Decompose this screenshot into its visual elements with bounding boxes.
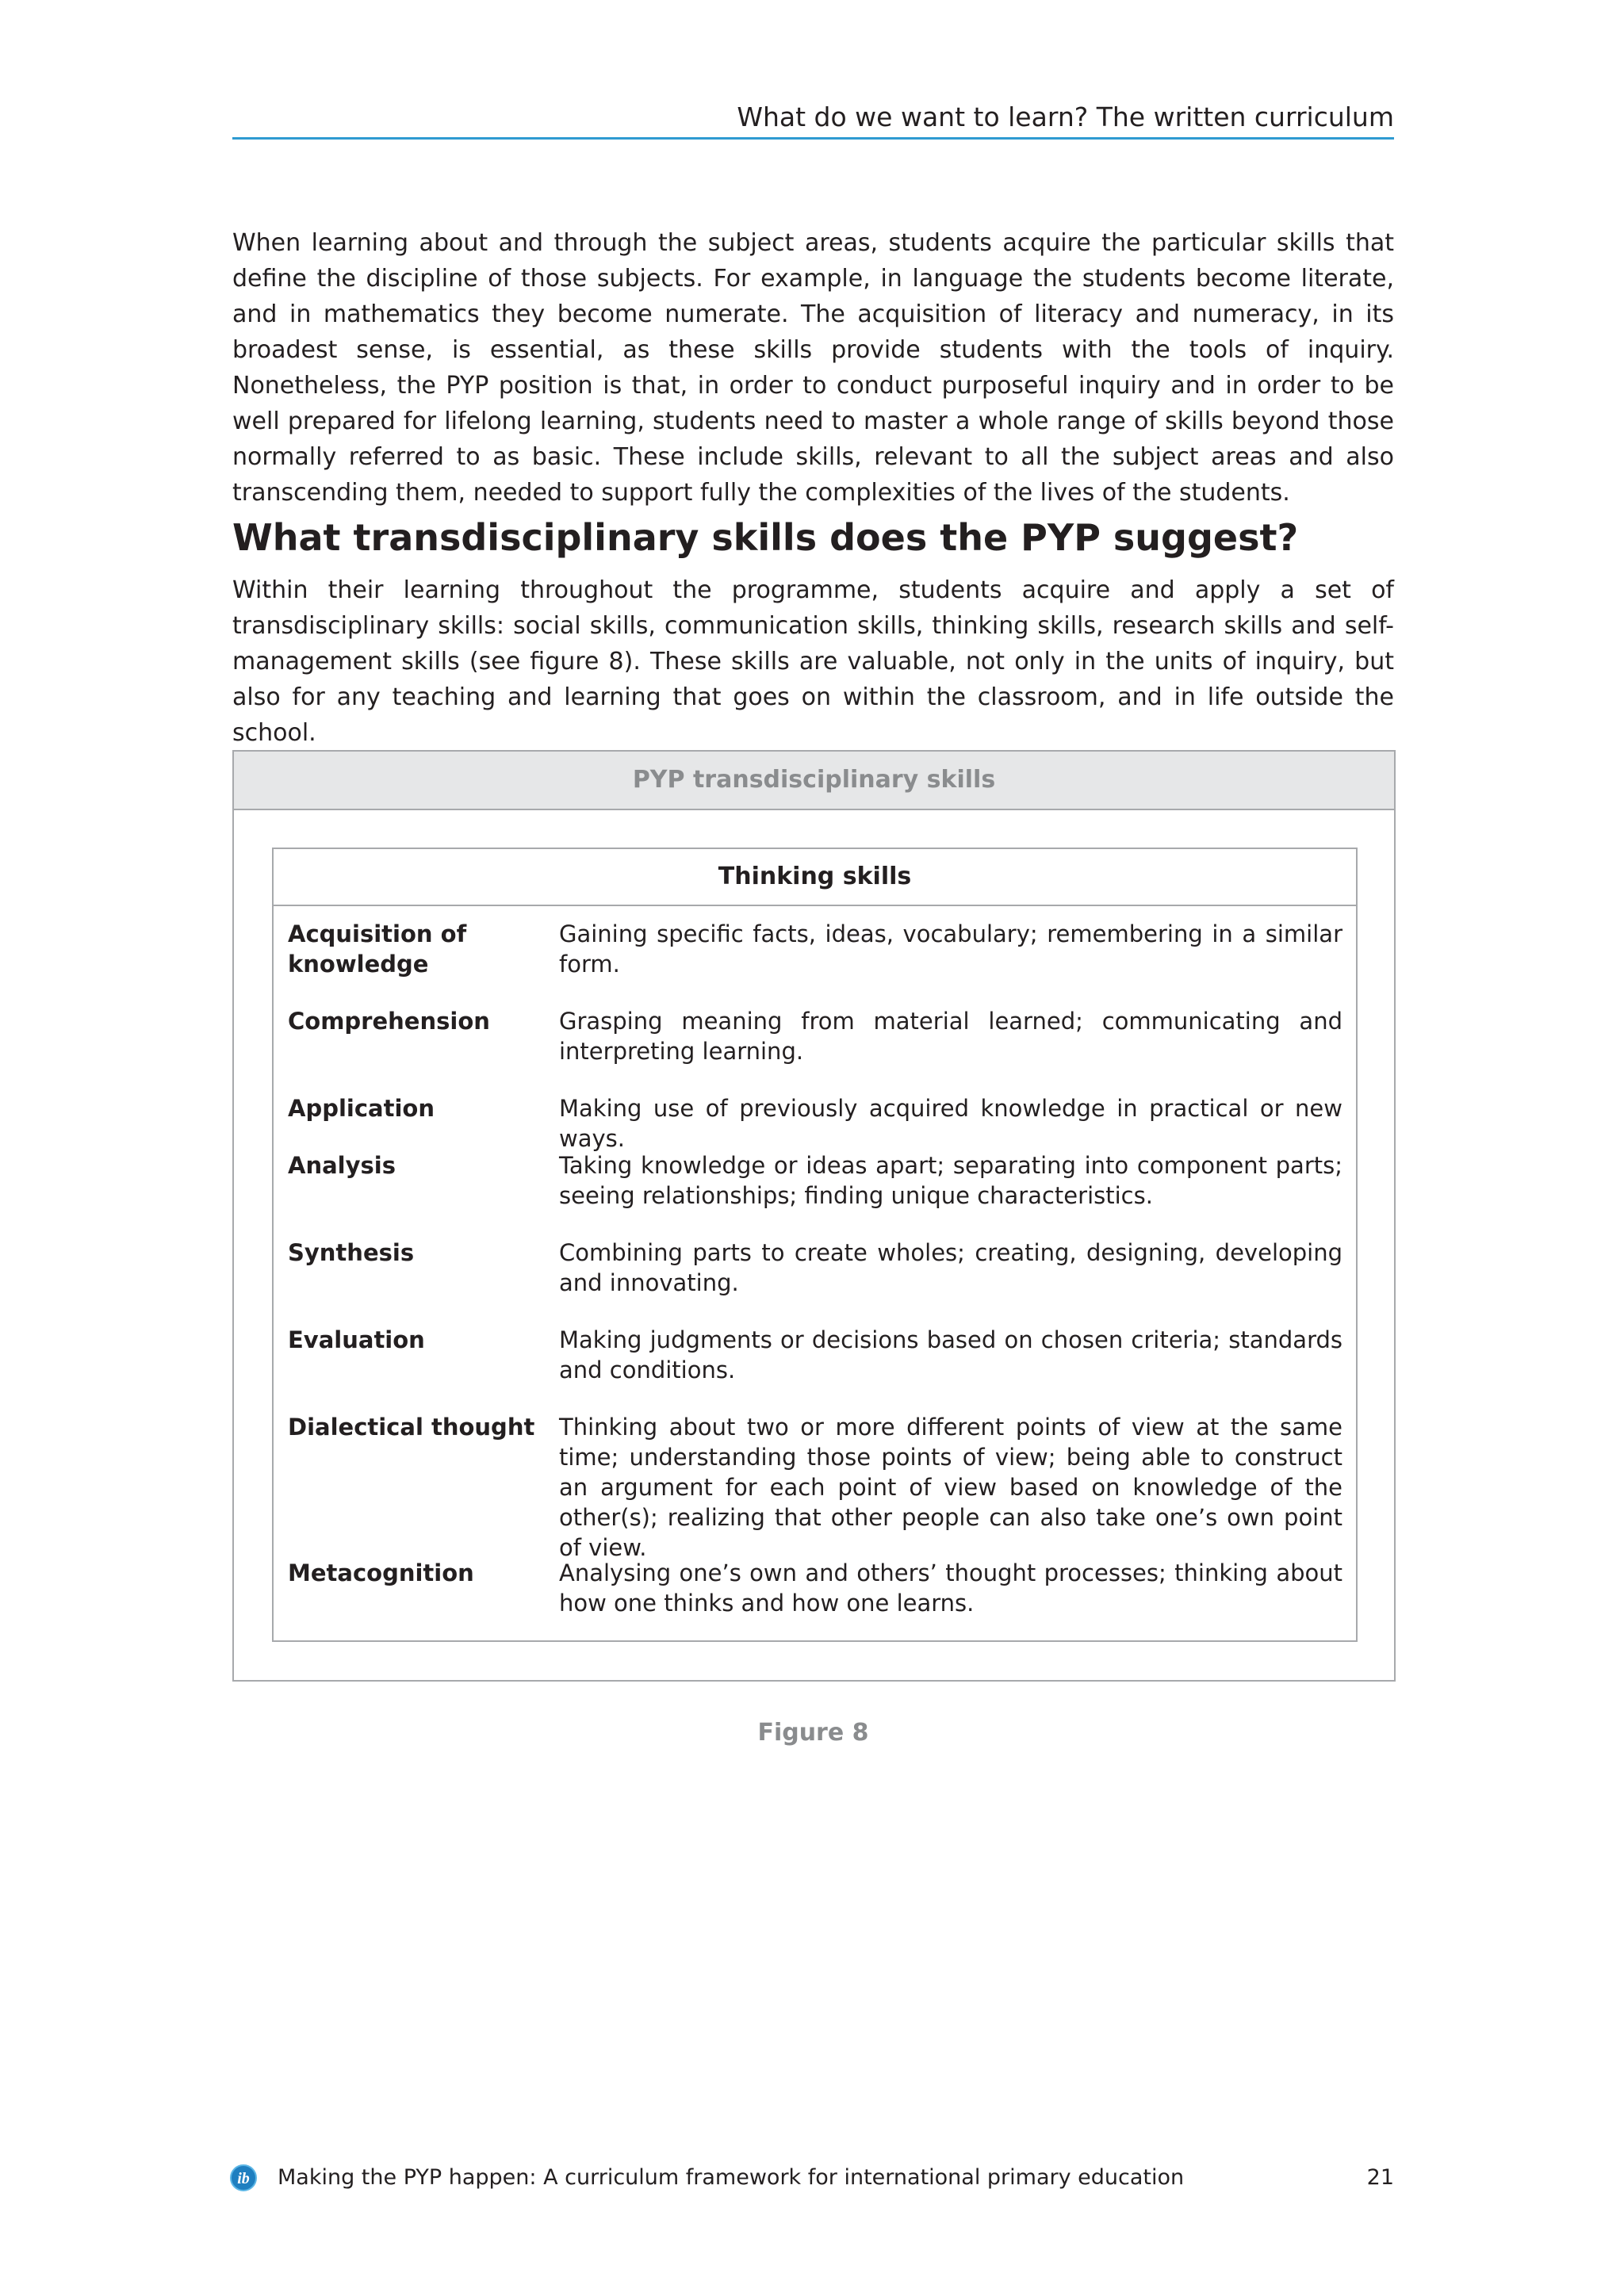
skill-name: Application [288, 1095, 435, 1122]
skill-name: Dialectical thought [288, 1414, 535, 1441]
skill-description: Taking knowledge or ideas apart; separating into component parts; seeing relationships; finding unique characteristics. [559, 1152, 1342, 1209]
table-heading: Thinking skills [274, 849, 1356, 906]
thinking-skills-table [272, 848, 1358, 1642]
skill-name: Acquisition of knowledge [288, 920, 467, 978]
skill-name: Synthesis [288, 1239, 415, 1266]
skill-description: Analysing one’s own and others’ thought processes; thinking about how one thinks and how one learns. [559, 1559, 1342, 1617]
footer-text: Making the PYP happen: A curriculum framework for international primary education [278, 2165, 1185, 2190]
skill-description: Grasping meaning from material learned; communicating and interpreting learning. [559, 1008, 1342, 1065]
skill-description: Making judgments or decisions based on chosen criteria; standards and conditions. [559, 1326, 1342, 1383]
skill-name: Evaluation [288, 1326, 425, 1353]
skill-description: Making use of previously acquired knowledge in practical or new ways. [559, 1095, 1342, 1152]
ib-logo-icon [230, 2164, 257, 2191]
skill-description: Combining parts to create wholes; creating, designing, developing and innovating. [559, 1239, 1342, 1296]
figure-caption: Figure 8 [757, 1719, 869, 1747]
paragraph-intro: When learning about and through the subject areas, students acquire the particular skills that define the discipline of those subjects. For example, in language the students become literate, and in mathematics they become numerate. The acquisition of literacy and numeracy, in its broadest sense, is essential, as these skills provide students with the tools of inquiry. Nonetheless, the PYP position is that, in order to conduct purposeful inquiry and in order to be well prepared for lifelong learning, students need to master a whole range of skills beyond those normally referred to as basic. These include skills, relevant to all the subject areas and also transcending them, needed to support fully the complexities of the lives of the students. [232, 229, 1394, 507]
skill-name: Comprehension [288, 1008, 490, 1035]
skill-description: Thinking about two or more different points of view at the same time; understanding those points of view; being able to construct an argument for each point of view based on knowledge of the other(s); realizing that other people can also take one’s own point of view. [559, 1414, 1342, 1561]
running-header: What do we want to learn? The written curriculum [737, 101, 1394, 132]
paragraph-skills: Within their learning throughout the programme, students acquire and apply a set of transdisciplinary skills: social skills, communication skills, thinking skills, research skills and self-management skills (see figure 8). These skills are valuable, not only in the units of inquiry, but also for any teaching and learning that goes on within the classroom, and in life outside the school. [232, 576, 1394, 747]
section-heading: What transdisciplinary skills does the PYP suggest? [232, 516, 1299, 559]
header-rule [232, 137, 1394, 140]
figure-box [232, 750, 1396, 1682]
skill-name: Analysis [288, 1152, 396, 1179]
skill-name: Metacognition [288, 1559, 474, 1586]
page-number: 21 [1366, 2165, 1394, 2190]
svg-text:ib: ib [237, 2170, 250, 2187]
figure-title: PYP transdisciplinary skills [234, 752, 1394, 810]
skill-description: Gaining specific facts, ideas, vocabulary; remembering in a similar form. [559, 920, 1342, 978]
